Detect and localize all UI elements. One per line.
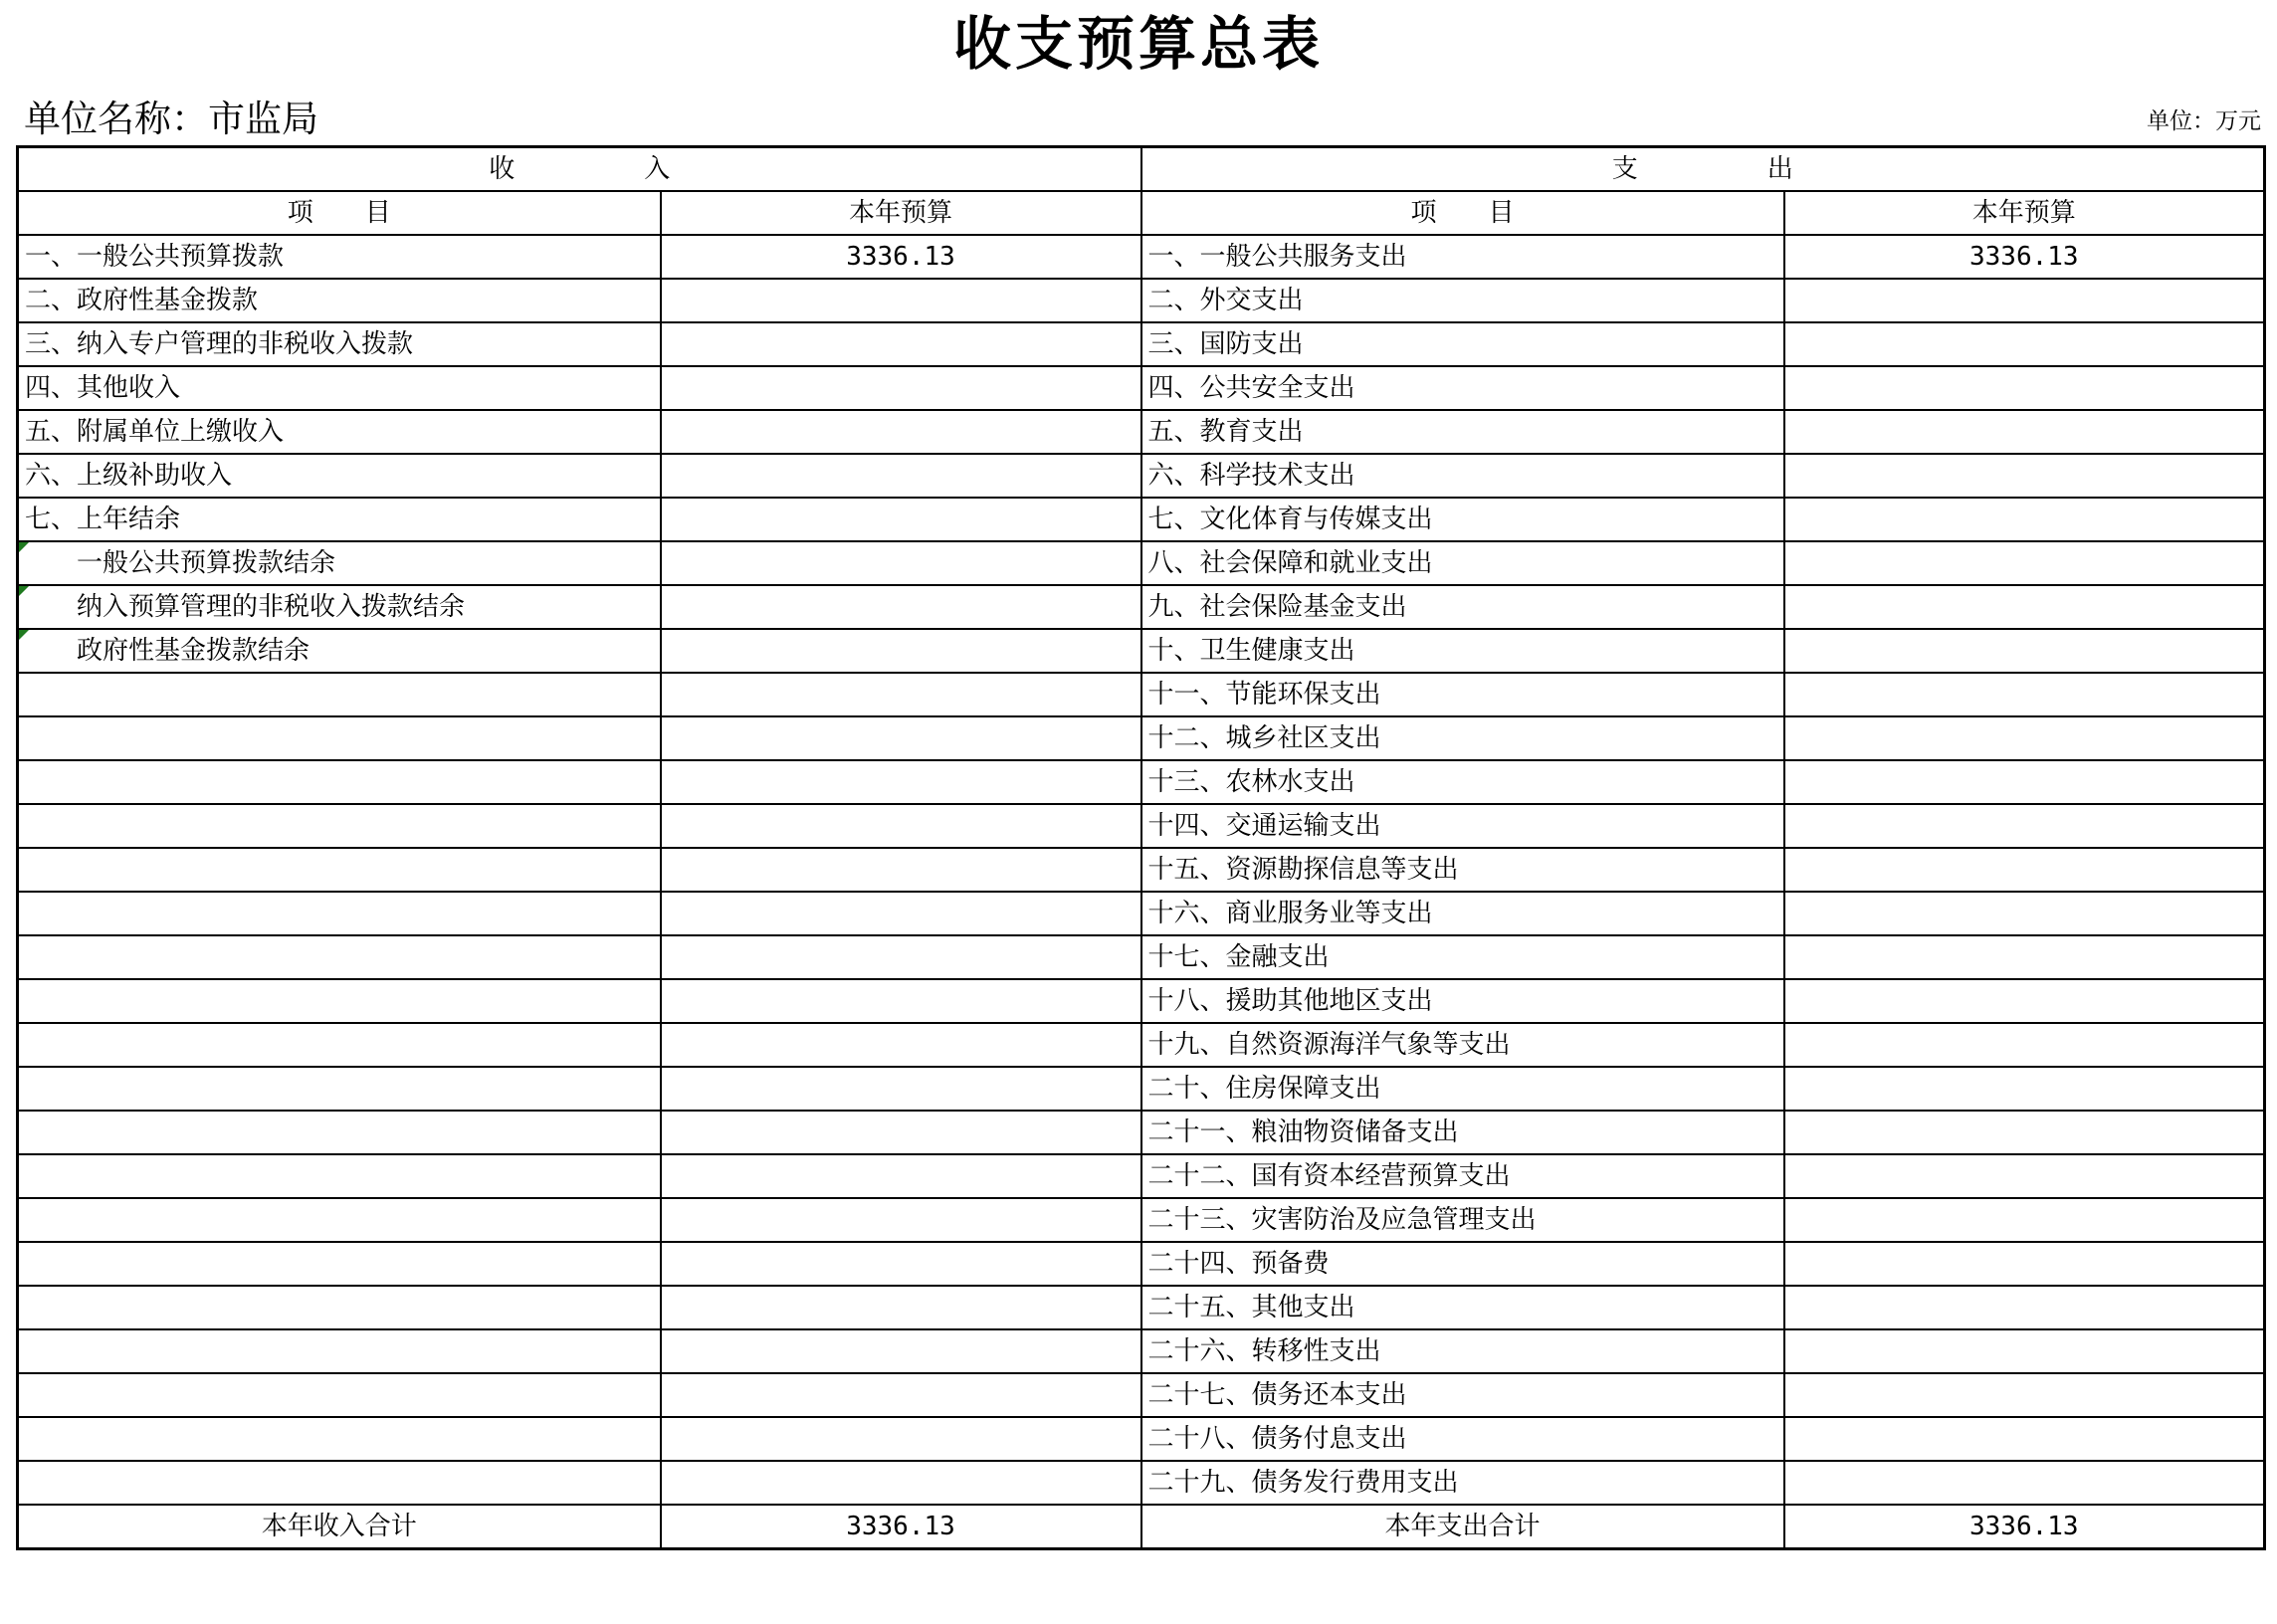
income-item-cell xyxy=(18,673,661,716)
income-item-cell: 一、一般公共预算拨款 xyxy=(18,235,661,279)
expense-amount-cell xyxy=(1784,1154,2265,1198)
expense-amount-cell xyxy=(1784,979,2265,1023)
table-row xyxy=(18,716,2265,760)
expense-amount-cell xyxy=(1784,1067,2265,1111)
income-item-cell xyxy=(18,892,661,935)
expense-item-cell: 二十一、粮油物资储备支出 xyxy=(1141,1111,1784,1154)
income-amount-cell xyxy=(661,366,1141,410)
expense-item-cell: 四、公共安全支出 xyxy=(1141,366,1784,410)
expense-item-cell: 五、教育支出 xyxy=(1141,410,1784,454)
income-item-cell xyxy=(18,1067,661,1111)
expense-item-cell: 七、文化体育与传媒支出 xyxy=(1141,498,1784,541)
expense-amount-cell xyxy=(1784,1198,2265,1242)
expense-item-cell: 九、社会保险基金支出 xyxy=(1141,585,1784,629)
expense-item-cell: 十一、节能环保支出 xyxy=(1141,673,1784,716)
table-row xyxy=(18,454,2265,498)
income-amount-cell xyxy=(661,454,1141,498)
expense-amount-cell xyxy=(1784,498,2265,541)
expense-item-cell: 二十四、预备费 xyxy=(1141,1242,1784,1286)
income-amount-cell xyxy=(661,541,1141,585)
income-amount-cell xyxy=(661,1067,1141,1111)
income-amount-cell xyxy=(661,1373,1141,1417)
table-row xyxy=(18,1067,2265,1111)
income-total-amount: 3336.13 xyxy=(661,1505,1141,1549)
expense-item-cell: 二十、住房保障支出 xyxy=(1141,1067,1784,1111)
table-row xyxy=(18,1242,2265,1286)
income-amount-cell xyxy=(661,410,1141,454)
income-total-label: 本年收入合计 xyxy=(18,1505,661,1549)
income-budget-header: 本年预算 xyxy=(661,191,1141,235)
expense-item-cell: 二十二、国有资本经营预算支出 xyxy=(1141,1154,1784,1198)
income-item-cell xyxy=(18,716,661,760)
expense-amount-cell xyxy=(1784,848,2265,892)
currency-unit: 单位：万元 xyxy=(2147,108,2261,134)
income-item-cell: 六、上级补助收入 xyxy=(18,454,661,498)
income-amount-cell xyxy=(661,716,1141,760)
income-amount-cell xyxy=(661,979,1141,1023)
expense-item-cell: 八、社会保障和就业支出 xyxy=(1141,541,1784,585)
table-row xyxy=(18,1373,2265,1417)
expense-item-cell: 十六、商业服务业等支出 xyxy=(1141,892,1784,935)
income-amount-cell xyxy=(661,673,1141,716)
income-amount-cell xyxy=(661,1286,1141,1329)
expense-item-cell: 二、外交支出 xyxy=(1141,279,1784,322)
income-item-cell xyxy=(18,1461,661,1505)
table-row xyxy=(18,1111,2265,1154)
expense-item-cell: 十七、金融支出 xyxy=(1141,935,1784,979)
income-item-cell xyxy=(18,935,661,979)
income-amount-cell xyxy=(661,1417,1141,1461)
table-row xyxy=(18,979,2265,1023)
income-item-cell: 政府性基金拨款结余 xyxy=(18,629,661,673)
income-amount-cell xyxy=(661,498,1141,541)
expense-item-cell: 十、卫生健康支出 xyxy=(1141,629,1784,673)
table-row xyxy=(18,673,2265,716)
expense-total-amount: 3336.13 xyxy=(1784,1505,2265,1549)
section-header-row xyxy=(18,147,2265,192)
table-row xyxy=(18,1329,2265,1373)
expense-amount-cell xyxy=(1784,1023,2265,1067)
income-amount-cell xyxy=(661,585,1141,629)
expense-budget-header: 本年预算 xyxy=(1784,191,2265,235)
expense-amount-cell xyxy=(1784,366,2265,410)
expense-item-cell: 二十七、债务还本支出 xyxy=(1141,1373,1784,1417)
expense-item-cell: 十二、城乡社区支出 xyxy=(1141,716,1784,760)
income-item-cell xyxy=(18,1373,661,1417)
income-item-cell: 三、纳入专户管理的非税收入拨款 xyxy=(18,322,661,366)
income-amount-cell xyxy=(661,848,1141,892)
table-row xyxy=(18,322,2265,366)
expense-amount-cell xyxy=(1784,629,2265,673)
income-amount-cell xyxy=(661,935,1141,979)
income-item-cell: 四、其他收入 xyxy=(18,366,661,410)
expense-amount-cell xyxy=(1784,716,2265,760)
table-row xyxy=(18,498,2265,541)
income-item-cell xyxy=(18,1329,661,1373)
expense-amount-cell xyxy=(1784,1417,2265,1461)
table-row xyxy=(18,1417,2265,1461)
expense-amount-cell xyxy=(1784,322,2265,366)
table-row xyxy=(18,1198,2265,1242)
income-amount-cell xyxy=(661,1242,1141,1286)
expense-amount-cell xyxy=(1784,1242,2265,1286)
expense-item-header: 项 目 xyxy=(1141,191,1784,235)
income-item-cell: 一般公共预算拨款结余 xyxy=(18,541,661,585)
income-item-cell xyxy=(18,1198,661,1242)
income-item-cell xyxy=(18,1154,661,1198)
table-row xyxy=(18,1154,2265,1198)
expense-section-header: 支 出 xyxy=(1141,147,2265,192)
budget-table xyxy=(16,145,2266,1550)
table-row xyxy=(18,892,2265,935)
income-amount-cell xyxy=(661,760,1141,804)
table-row xyxy=(18,410,2265,454)
expense-amount-cell xyxy=(1784,454,2265,498)
expense-item-cell: 十四、交通运输支出 xyxy=(1141,804,1784,848)
expense-amount-cell xyxy=(1784,1111,2265,1154)
expense-item-cell: 二十三、灾害防治及应急管理支出 xyxy=(1141,1198,1784,1242)
expense-amount-cell xyxy=(1784,1286,2265,1329)
page-title: 收支预算总表 xyxy=(952,10,1324,78)
income-amount-cell xyxy=(661,1198,1141,1242)
table-row xyxy=(18,1023,2265,1067)
unit-name: 单位名称：市监局 xyxy=(24,98,318,140)
table-row xyxy=(18,804,2265,848)
expense-amount-cell xyxy=(1784,1329,2265,1373)
income-item-cell xyxy=(18,979,661,1023)
income-item-cell: 五、附属单位上缴收入 xyxy=(18,410,661,454)
expense-item-cell: 三、国防支出 xyxy=(1141,322,1784,366)
income-item-header: 项 目 xyxy=(18,191,661,235)
income-item-cell: 纳入预算管理的非税收入拨款结余 xyxy=(18,585,661,629)
expense-item-cell: 十九、自然资源海洋气象等支出 xyxy=(1141,1023,1784,1067)
income-amount-cell: 3336.13 xyxy=(661,235,1141,279)
column-header-row xyxy=(18,191,2265,235)
expense-item-cell: 一、一般公共服务支出 xyxy=(1141,235,1784,279)
income-section-header: 收 入 xyxy=(18,147,1141,192)
income-item-cell xyxy=(18,804,661,848)
expense-item-cell: 十五、资源勘探信息等支出 xyxy=(1141,848,1784,892)
table-row xyxy=(18,585,2265,629)
income-item-cell xyxy=(18,848,661,892)
income-item-cell xyxy=(18,1023,661,1067)
table-row xyxy=(18,760,2265,804)
expense-amount-cell xyxy=(1784,760,2265,804)
expense-amount-cell: 3336.13 xyxy=(1784,235,2265,279)
table-row xyxy=(18,541,2265,585)
table-row xyxy=(18,1286,2265,1329)
income-item-cell xyxy=(18,1111,661,1154)
income-amount-cell xyxy=(661,1111,1141,1154)
expense-item-cell: 二十九、债务发行费用支出 xyxy=(1141,1461,1784,1505)
table-row xyxy=(18,935,2265,979)
expense-item-cell: 二十五、其他支出 xyxy=(1141,1286,1784,1329)
table-row xyxy=(18,848,2265,892)
expense-amount-cell xyxy=(1784,804,2265,848)
expense-amount-cell xyxy=(1784,1373,2265,1417)
expense-amount-cell xyxy=(1784,892,2265,935)
expense-amount-cell xyxy=(1784,673,2265,716)
expense-item-cell: 二十八、债务付息支出 xyxy=(1141,1417,1784,1461)
income-amount-cell xyxy=(661,629,1141,673)
expense-amount-cell xyxy=(1784,935,2265,979)
income-amount-cell xyxy=(661,892,1141,935)
table-row xyxy=(18,1461,2265,1505)
income-amount-cell xyxy=(661,804,1141,848)
expense-total-label: 本年支出合计 xyxy=(1141,1505,1784,1549)
table-row xyxy=(18,279,2265,322)
income-item-cell xyxy=(18,1242,661,1286)
table-row xyxy=(18,235,2265,279)
income-item-cell xyxy=(18,1286,661,1329)
income-item-cell xyxy=(18,1417,661,1461)
expense-item-cell: 十八、援助其他地区支出 xyxy=(1141,979,1784,1023)
income-item-cell: 七、上年结余 xyxy=(18,498,661,541)
income-amount-cell xyxy=(661,1329,1141,1373)
income-amount-cell xyxy=(661,1461,1141,1505)
income-item-cell: 二、政府性基金拨款 xyxy=(18,279,661,322)
expense-item-cell: 六、科学技术支出 xyxy=(1141,454,1784,498)
income-amount-cell xyxy=(661,1154,1141,1198)
table-row xyxy=(18,366,2265,410)
expense-item-cell: 二十六、转移性支出 xyxy=(1141,1329,1784,1373)
table-row xyxy=(18,629,2265,673)
expense-amount-cell xyxy=(1784,410,2265,454)
income-amount-cell xyxy=(661,322,1141,366)
expense-amount-cell xyxy=(1784,279,2265,322)
income-amount-cell xyxy=(661,279,1141,322)
expense-item-cell: 十三、农林水支出 xyxy=(1141,760,1784,804)
income-item-cell xyxy=(18,760,661,804)
expense-amount-cell xyxy=(1784,585,2265,629)
totals-row xyxy=(18,1505,2265,1549)
income-amount-cell xyxy=(661,1023,1141,1067)
expense-amount-cell xyxy=(1784,541,2265,585)
expense-amount-cell xyxy=(1784,1461,2265,1505)
